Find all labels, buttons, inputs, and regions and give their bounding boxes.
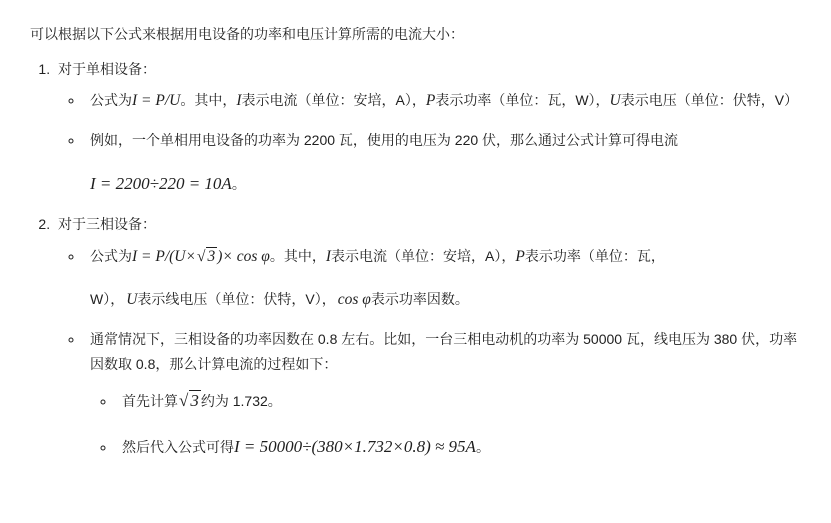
desc-power-unit-3p: W）， bbox=[90, 291, 125, 307]
formula-single-phase-example: I = 2200÷220 = 10A bbox=[90, 173, 232, 193]
list-item-single-phase bbox=[54, 57, 805, 199]
formula-suffix-three-phase: 。其中， bbox=[269, 247, 326, 264]
symbol-power: P bbox=[425, 92, 436, 109]
formula-item-single-phase bbox=[84, 87, 805, 114]
formula-suffix: 。其中， bbox=[180, 92, 237, 108]
section-heading-three-phase: 2. 对于三相设备： bbox=[58, 216, 156, 233]
symbol-power-3p: P bbox=[515, 247, 525, 265]
symbol-current-3p: I bbox=[325, 247, 332, 265]
desc-voltage-3p: 表示线电压（单位：伏特，V）， bbox=[137, 291, 336, 307]
formula-three-phase-result: I = 50000÷(380×1.732×0.8) ≈ 95A bbox=[234, 436, 476, 456]
sublist-calculation-steps bbox=[90, 386, 805, 462]
step-sqrt3 bbox=[116, 386, 805, 416]
step-final-tail: 。 bbox=[475, 438, 490, 455]
step-final-current bbox=[116, 432, 805, 462]
formula-three-phase: I = P/(U×√ 3 )× cos φ bbox=[132, 248, 270, 265]
numbered-list bbox=[30, 57, 805, 462]
formula-prefix: 公式为 bbox=[90, 92, 132, 108]
desc-current: 表示电流（单位：安培，A）， bbox=[241, 92, 426, 108]
list-item-three-phase bbox=[54, 212, 805, 461]
desc-power-factor: 表示功率因数。 bbox=[370, 291, 469, 307]
sqrt-symbol-step: √ 3 bbox=[179, 391, 199, 411]
symbol-power-factor: cos φ bbox=[337, 291, 371, 308]
sublist-single-phase bbox=[58, 87, 805, 198]
desc-voltage: 表示电压（单位：伏特，V） bbox=[620, 92, 799, 108]
sublist-three-phase bbox=[58, 243, 805, 462]
example-tail: 。 bbox=[231, 175, 246, 192]
formula-item-three-phase bbox=[84, 243, 805, 313]
desc-power-3p: 表示功率（单位：瓦， bbox=[524, 247, 665, 264]
example-text: 例如，一个单相用电设备的功率为 2200 瓦，使用的电压为 220 伏，那么通过公式计算可得电流 bbox=[90, 132, 679, 149]
example-text-three-phase: 通常情况下，三相设备的功率因数在 0.8 左右。比如，一台三相电动机的功率为 50000 瓦，线电压为 380 伏，功率因数取 0.8，那么计算电流的过程如下： bbox=[90, 331, 798, 372]
step-final-prefix: 然后代入公式可得 bbox=[122, 438, 234, 455]
example-item-three-phase bbox=[84, 327, 805, 462]
formula-prefix-three-phase: 公式为 bbox=[90, 247, 132, 264]
sqrt-symbol: √ 3 bbox=[196, 247, 216, 265]
example-item-single-phase bbox=[84, 128, 805, 198]
symbol-voltage-3p: U bbox=[126, 291, 138, 308]
desc-current-3p: 表示电流（单位：安培，A）， bbox=[331, 247, 516, 264]
step-sqrt3-suffix: 约为 1.732。 bbox=[200, 393, 282, 410]
intro-paragraph: 可以根据以下公式来根据用电设备的功率和电压计算所需的电流大小： bbox=[30, 26, 464, 42]
symbol-voltage: U bbox=[609, 92, 621, 109]
section-heading-single-phase: 1. 对于单相设备： bbox=[58, 60, 156, 77]
step-sqrt3-prefix: 首先计算 bbox=[122, 393, 178, 410]
symbol-current: I bbox=[236, 92, 242, 109]
formula-single-phase: I = P/U bbox=[132, 92, 181, 109]
sqrt3-expression bbox=[178, 391, 201, 410]
desc-power: 表示功率（单位：瓦，W）， bbox=[435, 92, 610, 108]
